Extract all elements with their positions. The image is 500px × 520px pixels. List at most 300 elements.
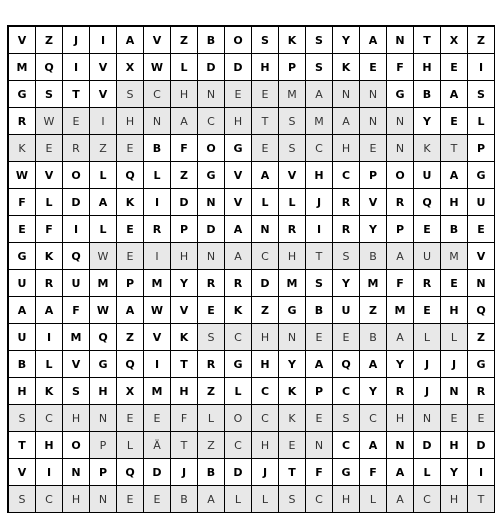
grid-cell[interactable]: K (279, 378, 306, 405)
grid-cell[interactable]: Q (63, 243, 90, 270)
grid-cell[interactable]: O (225, 405, 252, 432)
grid-cell[interactable]: T (279, 459, 306, 486)
grid-cell[interactable]: Y (171, 270, 198, 297)
grid-cell[interactable]: H (414, 54, 441, 81)
grid-cell[interactable]: R (333, 189, 360, 216)
grid-cell[interactable]: M (441, 243, 468, 270)
grid-cell[interactable]: L (414, 324, 441, 351)
grid-cell[interactable]: Y (333, 27, 360, 54)
grid-cell[interactable]: A (306, 351, 333, 378)
grid-cell[interactable]: N (387, 135, 414, 162)
grid-cell[interactable]: H (387, 405, 414, 432)
grid-cell[interactable]: L (198, 405, 225, 432)
grid-cell[interactable]: B (360, 324, 387, 351)
grid-cell[interactable]: S (36, 81, 63, 108)
grid-cell[interactable]: R (144, 216, 171, 243)
grid-cell[interactable]: E (414, 297, 441, 324)
grid-cell[interactable]: N (468, 270, 495, 297)
grid-cell[interactable]: S (9, 405, 36, 432)
grid-cell[interactable]: V (63, 351, 90, 378)
grid-cell[interactable]: I (468, 459, 495, 486)
grid-cell[interactable]: H (225, 108, 252, 135)
grid-cell[interactable]: V (9, 27, 36, 54)
grid-cell[interactable]: B (360, 243, 387, 270)
grid-cell[interactable]: T (63, 81, 90, 108)
grid-cell[interactable]: V (36, 162, 63, 189)
grid-cell[interactable]: M (279, 270, 306, 297)
grid-cell[interactable]: S (468, 81, 495, 108)
grid-cell[interactable]: L (90, 162, 117, 189)
grid-cell[interactable]: I (90, 108, 117, 135)
grid-cell[interactable]: J (306, 189, 333, 216)
grid-cell[interactable]: O (63, 432, 90, 459)
grid-cell[interactable]: B (441, 216, 468, 243)
grid-cell[interactable]: X (441, 27, 468, 54)
grid-cell[interactable]: S (333, 243, 360, 270)
grid-cell[interactable]: H (252, 54, 279, 81)
grid-cell[interactable]: N (387, 432, 414, 459)
grid-cell[interactable]: T (306, 243, 333, 270)
grid-cell[interactable]: V (144, 324, 171, 351)
grid-cell[interactable]: H (252, 432, 279, 459)
grid-cell[interactable]: F (9, 189, 36, 216)
grid-cell[interactable]: Z (90, 135, 117, 162)
grid-cell[interactable]: S (279, 486, 306, 513)
grid-cell[interactable]: O (63, 162, 90, 189)
grid-cell[interactable]: R (279, 216, 306, 243)
grid-cell[interactable]: M (9, 54, 36, 81)
grid-cell[interactable]: C (306, 135, 333, 162)
grid-cell[interactable]: N (198, 243, 225, 270)
grid-cell[interactable]: Q (117, 459, 144, 486)
grid-cell[interactable]: B (306, 297, 333, 324)
grid-cell[interactable]: R (198, 270, 225, 297)
grid-cell[interactable]: D (468, 432, 495, 459)
grid-cell[interactable]: N (90, 486, 117, 513)
grid-cell[interactable]: U (9, 270, 36, 297)
grid-cell[interactable]: K (414, 135, 441, 162)
grid-cell[interactable]: H (252, 324, 279, 351)
grid-cell[interactable]: Ä (144, 432, 171, 459)
grid-cell[interactable]: H (171, 81, 198, 108)
grid-cell[interactable]: C (333, 432, 360, 459)
grid-cell[interactable]: K (36, 378, 63, 405)
grid-cell[interactable]: K (9, 135, 36, 162)
grid-cell[interactable]: Y (333, 270, 360, 297)
grid-cell[interactable]: A (225, 243, 252, 270)
grid-cell[interactable]: A (9, 297, 36, 324)
grid-cell[interactable]: R (9, 108, 36, 135)
grid-cell[interactable]: C (414, 486, 441, 513)
grid-cell[interactable]: H (171, 243, 198, 270)
grid-cell[interactable]: E (441, 108, 468, 135)
grid-cell[interactable]: Q (468, 297, 495, 324)
grid-cell[interactable]: V (468, 243, 495, 270)
grid-cell[interactable]: F (387, 54, 414, 81)
grid-cell[interactable]: J (63, 27, 90, 54)
grid-cell[interactable]: J (414, 351, 441, 378)
grid-cell[interactable]: K (171, 324, 198, 351)
grid-cell[interactable]: P (306, 378, 333, 405)
grid-cell[interactable]: M (279, 81, 306, 108)
grid-cell[interactable]: F (387, 270, 414, 297)
grid-cell[interactable]: E (306, 405, 333, 432)
grid-cell[interactable]: O (387, 162, 414, 189)
grid-cell[interactable]: N (306, 432, 333, 459)
grid-cell[interactable]: V (9, 459, 36, 486)
grid-cell[interactable]: I (306, 216, 333, 243)
grid-cell[interactable]: E (9, 216, 36, 243)
grid-cell[interactable]: R (225, 270, 252, 297)
grid-cell[interactable]: C (36, 405, 63, 432)
grid-cell[interactable]: R (333, 216, 360, 243)
grid-cell[interactable]: N (279, 324, 306, 351)
grid-cell[interactable]: P (468, 135, 495, 162)
grid-cell[interactable]: A (225, 216, 252, 243)
grid-cell[interactable]: D (63, 189, 90, 216)
grid-cell[interactable]: S (306, 27, 333, 54)
grid-cell[interactable]: P (90, 432, 117, 459)
grid-cell[interactable]: E (144, 486, 171, 513)
grid-cell[interactable]: S (117, 81, 144, 108)
grid-cell[interactable]: C (333, 162, 360, 189)
grid-cell[interactable]: Z (198, 378, 225, 405)
grid-cell[interactable]: E (117, 486, 144, 513)
grid-cell[interactable]: L (36, 189, 63, 216)
grid-cell[interactable]: T (414, 27, 441, 54)
grid-cell[interactable]: E (144, 405, 171, 432)
grid-cell[interactable]: H (252, 351, 279, 378)
grid-cell[interactable]: Z (198, 432, 225, 459)
grid-cell[interactable]: G (468, 351, 495, 378)
grid-cell[interactable]: R (387, 189, 414, 216)
grid-cell[interactable]: M (63, 324, 90, 351)
grid-cell[interactable]: H (306, 162, 333, 189)
grid-cell[interactable]: E (441, 270, 468, 297)
grid-cell[interactable]: A (117, 27, 144, 54)
grid-cell[interactable]: W (144, 297, 171, 324)
grid-cell[interactable]: C (225, 324, 252, 351)
grid-cell[interactable]: L (414, 459, 441, 486)
grid-cell[interactable]: G (225, 135, 252, 162)
grid-cell[interactable]: A (387, 243, 414, 270)
grid-cell[interactable]: H (9, 378, 36, 405)
grid-cell[interactable]: P (171, 216, 198, 243)
grid-cell[interactable]: A (90, 189, 117, 216)
grid-cell[interactable]: A (360, 351, 387, 378)
grid-cell[interactable]: K (333, 54, 360, 81)
grid-cell[interactable]: A (441, 162, 468, 189)
grid-cell[interactable]: A (360, 27, 387, 54)
grid-cell[interactable]: C (225, 432, 252, 459)
grid-cell[interactable]: G (387, 81, 414, 108)
grid-cell[interactable]: A (387, 459, 414, 486)
grid-cell[interactable]: J (171, 459, 198, 486)
grid-cell[interactable]: H (441, 486, 468, 513)
grid-cell[interactable]: S (63, 378, 90, 405)
grid-cell[interactable]: H (63, 486, 90, 513)
grid-cell[interactable]: C (252, 378, 279, 405)
grid-cell[interactable]: J (441, 351, 468, 378)
grid-cell[interactable]: F (360, 459, 387, 486)
grid-cell[interactable]: U (468, 189, 495, 216)
grid-cell[interactable]: Q (117, 162, 144, 189)
grid-cell[interactable]: M (144, 270, 171, 297)
grid-cell[interactable]: Y (414, 108, 441, 135)
grid-cell[interactable]: D (252, 270, 279, 297)
grid-cell[interactable]: C (36, 486, 63, 513)
grid-cell[interactable]: D (171, 189, 198, 216)
grid-cell[interactable]: N (360, 108, 387, 135)
grid-cell[interactable]: B (9, 351, 36, 378)
grid-cell[interactable]: A (198, 486, 225, 513)
grid-cell[interactable]: E (117, 405, 144, 432)
grid-cell[interactable]: S (9, 486, 36, 513)
grid-cell[interactable]: Z (360, 297, 387, 324)
grid-cell[interactable]: L (360, 486, 387, 513)
grid-cell[interactable]: N (198, 189, 225, 216)
grid-cell[interactable]: Y (360, 216, 387, 243)
grid-cell[interactable]: E (306, 324, 333, 351)
grid-cell[interactable]: D (198, 54, 225, 81)
grid-cell[interactable]: Z (36, 27, 63, 54)
grid-cell[interactable]: L (252, 486, 279, 513)
grid-cell[interactable]: F (306, 459, 333, 486)
grid-cell[interactable]: N (360, 81, 387, 108)
grid-cell[interactable]: G (9, 81, 36, 108)
grid-cell[interactable]: N (252, 216, 279, 243)
grid-cell[interactable]: C (360, 405, 387, 432)
grid-cell[interactable]: K (36, 243, 63, 270)
grid-cell[interactable]: K (279, 405, 306, 432)
grid-cell[interactable]: N (387, 108, 414, 135)
grid-cell[interactable]: D (414, 432, 441, 459)
grid-cell[interactable]: R (198, 351, 225, 378)
grid-cell[interactable]: E (117, 243, 144, 270)
grid-cell[interactable]: G (225, 351, 252, 378)
grid-cell[interactable]: N (387, 27, 414, 54)
grid-cell[interactable]: A (360, 432, 387, 459)
grid-cell[interactable]: E (252, 81, 279, 108)
grid-cell[interactable]: Z (468, 27, 495, 54)
grid-cell[interactable]: T (468, 486, 495, 513)
grid-cell[interactable]: G (198, 162, 225, 189)
grid-cell[interactable]: Y (387, 351, 414, 378)
grid-cell[interactable]: V (279, 162, 306, 189)
grid-cell[interactable]: M (360, 270, 387, 297)
grid-cell[interactable]: H (333, 135, 360, 162)
grid-cell[interactable]: D (198, 216, 225, 243)
grid-cell[interactable]: J (414, 378, 441, 405)
grid-cell[interactable]: O (198, 135, 225, 162)
grid-cell[interactable]: S (279, 135, 306, 162)
grid-cell[interactable]: W (9, 162, 36, 189)
grid-cell[interactable]: H (441, 189, 468, 216)
grid-cell[interactable]: V (225, 189, 252, 216)
grid-cell[interactable]: W (90, 243, 117, 270)
grid-cell[interactable]: H (333, 486, 360, 513)
grid-cell[interactable]: C (144, 81, 171, 108)
grid-cell[interactable]: R (63, 135, 90, 162)
grid-cell[interactable]: A (36, 297, 63, 324)
grid-cell[interactable]: W (90, 297, 117, 324)
grid-cell[interactable]: V (225, 162, 252, 189)
grid-cell[interactable]: S (252, 27, 279, 54)
grid-cell[interactable]: U (9, 324, 36, 351)
grid-cell[interactable]: Z (468, 324, 495, 351)
grid-cell[interactable]: E (360, 135, 387, 162)
grid-cell[interactable]: B (198, 459, 225, 486)
grid-cell[interactable]: X (117, 54, 144, 81)
grid-cell[interactable]: M (90, 270, 117, 297)
grid-cell[interactable]: N (90, 405, 117, 432)
grid-cell[interactable]: C (306, 486, 333, 513)
grid-cell[interactable]: C (252, 243, 279, 270)
grid-cell[interactable]: L (225, 378, 252, 405)
grid-cell[interactable]: A (252, 162, 279, 189)
grid-cell[interactable]: Y (441, 459, 468, 486)
grid-cell[interactable]: I (144, 243, 171, 270)
grid-cell[interactable]: Y (279, 351, 306, 378)
grid-cell[interactable]: Q (414, 189, 441, 216)
grid-cell[interactable]: F (171, 405, 198, 432)
grid-cell[interactable]: P (387, 216, 414, 243)
grid-cell[interactable]: I (36, 459, 63, 486)
grid-cell[interactable]: G (90, 351, 117, 378)
grid-cell[interactable]: U (414, 162, 441, 189)
grid-cell[interactable]: T (171, 351, 198, 378)
grid-cell[interactable]: H (279, 243, 306, 270)
grid-cell[interactable]: T (441, 135, 468, 162)
grid-cell[interactable]: S (279, 108, 306, 135)
grid-cell[interactable]: U (333, 297, 360, 324)
grid-cell[interactable]: G (9, 243, 36, 270)
grid-cell[interactable]: P (279, 54, 306, 81)
grid-cell[interactable]: A (117, 297, 144, 324)
grid-cell[interactable]: L (144, 162, 171, 189)
grid-cell[interactable]: V (90, 81, 117, 108)
grid-cell[interactable]: U (414, 243, 441, 270)
grid-cell[interactable]: E (360, 54, 387, 81)
grid-cell[interactable]: S (306, 270, 333, 297)
grid-cell[interactable]: E (63, 108, 90, 135)
grid-cell[interactable]: E (117, 216, 144, 243)
grid-cell[interactable]: W (36, 108, 63, 135)
grid-cell[interactable]: L (225, 486, 252, 513)
grid-cell[interactable]: D (225, 54, 252, 81)
grid-cell[interactable]: M (306, 108, 333, 135)
grid-cell[interactable]: T (9, 432, 36, 459)
grid-cell[interactable]: P (90, 459, 117, 486)
grid-cell[interactable]: I (468, 54, 495, 81)
grid-cell[interactable]: V (144, 27, 171, 54)
grid-cell[interactable]: M (387, 297, 414, 324)
grid-cell[interactable]: V (360, 189, 387, 216)
grid-cell[interactable]: L (468, 108, 495, 135)
grid-cell[interactable]: E (198, 297, 225, 324)
grid-cell[interactable]: H (441, 432, 468, 459)
grid-cell[interactable]: A (333, 108, 360, 135)
grid-cell[interactable]: T (171, 432, 198, 459)
grid-cell[interactable]: L (279, 189, 306, 216)
grid-cell[interactable]: S (306, 54, 333, 81)
grid-cell[interactable]: J (252, 459, 279, 486)
grid-cell[interactable]: N (144, 108, 171, 135)
grid-cell[interactable]: A (387, 324, 414, 351)
grid-cell[interactable]: E (279, 432, 306, 459)
grid-cell[interactable]: G (468, 162, 495, 189)
grid-cell[interactable]: Q (36, 54, 63, 81)
grid-cell[interactable]: A (306, 81, 333, 108)
grid-cell[interactable]: B (198, 27, 225, 54)
grid-cell[interactable]: K (117, 189, 144, 216)
grid-cell[interactable]: R (468, 378, 495, 405)
grid-cell[interactable]: H (171, 378, 198, 405)
grid-cell[interactable]: F (63, 297, 90, 324)
grid-cell[interactable]: H (90, 378, 117, 405)
grid-cell[interactable]: R (387, 378, 414, 405)
grid-cell[interactable]: E (441, 405, 468, 432)
grid-cell[interactable]: A (387, 486, 414, 513)
grid-cell[interactable]: D (144, 459, 171, 486)
grid-cell[interactable]: O (225, 27, 252, 54)
grid-cell[interactable]: M (144, 378, 171, 405)
grid-cell[interactable]: E (414, 216, 441, 243)
grid-cell[interactable]: Q (333, 351, 360, 378)
grid-cell[interactable]: E (441, 54, 468, 81)
grid-cell[interactable]: P (360, 162, 387, 189)
grid-cell[interactable]: C (252, 405, 279, 432)
grid-cell[interactable]: E (36, 135, 63, 162)
grid-cell[interactable]: E (468, 405, 495, 432)
grid-cell[interactable]: B (414, 81, 441, 108)
grid-cell[interactable]: K (225, 297, 252, 324)
grid-cell[interactable]: T (252, 108, 279, 135)
grid-cell[interactable]: E (117, 135, 144, 162)
grid-cell[interactable]: H (117, 108, 144, 135)
grid-cell[interactable]: E (252, 135, 279, 162)
grid-cell[interactable]: N (414, 405, 441, 432)
grid-cell[interactable]: V (90, 54, 117, 81)
grid-cell[interactable]: H (36, 432, 63, 459)
grid-cell[interactable]: I (63, 54, 90, 81)
grid-cell[interactable]: R (36, 270, 63, 297)
grid-cell[interactable]: G (279, 297, 306, 324)
grid-cell[interactable]: Z (171, 162, 198, 189)
grid-cell[interactable]: L (36, 351, 63, 378)
grid-cell[interactable]: L (252, 189, 279, 216)
grid-cell[interactable]: S (198, 324, 225, 351)
grid-cell[interactable]: R (414, 270, 441, 297)
grid-cell[interactable]: A (171, 108, 198, 135)
grid-cell[interactable]: I (63, 216, 90, 243)
grid-cell[interactable]: L (171, 54, 198, 81)
grid-cell[interactable]: H (63, 405, 90, 432)
grid-cell[interactable]: I (36, 324, 63, 351)
grid-cell[interactable]: U (63, 270, 90, 297)
grid-cell[interactable]: G (333, 459, 360, 486)
grid-cell[interactable]: Z (171, 27, 198, 54)
grid-cell[interactable]: K (279, 27, 306, 54)
grid-cell[interactable]: Y (360, 378, 387, 405)
grid-cell[interactable]: Q (117, 351, 144, 378)
grid-cell[interactable]: L (117, 432, 144, 459)
grid-cell[interactable]: X (117, 378, 144, 405)
grid-cell[interactable]: F (171, 135, 198, 162)
grid-cell[interactable]: E (225, 81, 252, 108)
grid-cell[interactable]: W (144, 54, 171, 81)
grid-cell[interactable]: C (333, 378, 360, 405)
